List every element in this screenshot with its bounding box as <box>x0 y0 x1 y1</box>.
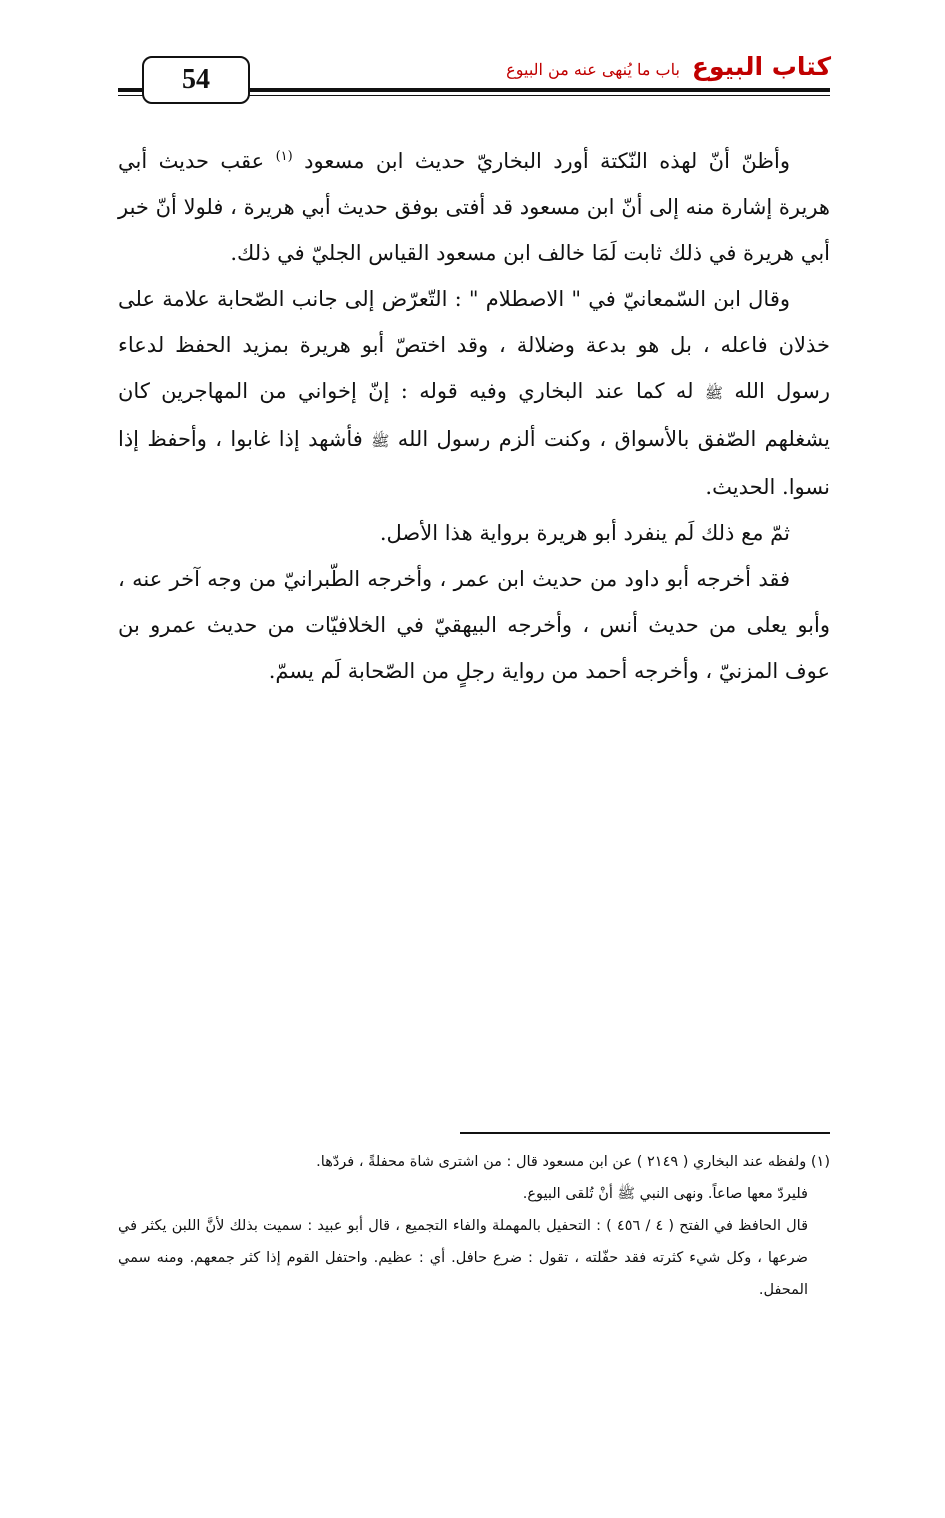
paragraph-2 <box>118 276 830 510</box>
footnote-separator <box>460 1132 830 1134</box>
salutation-glyph-2: ﷺ <box>371 432 390 450</box>
footnotes <box>118 1146 830 1306</box>
footnote-1-line-2 <box>118 1178 830 1210</box>
paragraph-1-text-b: عقب حديث أبي هريرة إشارة منه إلى أنّ ابن مسعود قد أفتى بوفق حديث أبي هريرة ، فلولا أنّ خبر أبي هريرة في ذلك ثابت لَمَا خالف ابن مسعود القياس الجليّ في ذلك. <box>118 149 830 265</box>
paragraph-2-text-c: فأشهد إذا غابوا ، وأحفظ إذا نسوا. الحديث. <box>118 427 830 499</box>
footnote-1-text-a: فليردّ معها صاعاً. ونهى النبي <box>639 1186 808 1202</box>
paragraph-3: ثمّ مع ذلك لَم ينفرد أبو هريرة برواية هذا الأصل. <box>379 521 790 545</box>
footnote-1-line-1: (١) ولفظه عند البخاري ( ٢١٤٩ ) عن ابن مسعود قال : من اشترى شاة محفلةً ، فردّها. <box>316 1154 830 1170</box>
paragraph-1 <box>118 138 830 276</box>
paragraph-2-text-a: وقال ابن السّمعانيّ في " الاصطلام " : التّعرّض إلى جانب الصّحابة علامة على خذلان فاعله ، بل هو بدعة وضلالة ، وقد اختصّ أبو هريرة بمزيد الحفظ لدعاء رسول الله <box>118 287 830 403</box>
page-number: 54 <box>142 56 250 104</box>
footnote-1-text-b: أنْ تُلقى البيوع. <box>522 1186 613 1202</box>
page-header <box>0 0 945 110</box>
running-head <box>506 52 831 81</box>
main-text <box>118 138 830 694</box>
chapter-title: باب ما يُنهى عنه من البيوع <box>506 60 680 79</box>
paragraph-4: فقد أخرجه أبو داود من حديث ابن عمر ، وأخرجه الطّبرانيّ من وجه آخر عنه ، وأبو يعلى من حديث أنس ، وأخرجه البيهقيّ في الخلافيّات من حديث عمرو بن عوف المزنيّ ، وأخرجه أحمد من رواية رجلٍ من الصّحابة لَم يسمّ. <box>118 567 830 683</box>
salutation-glyph-footnote: ﷺ <box>617 1186 636 1202</box>
paragraph-2-text-b: له كما عند البخاري وفيه قوله : إنّ إخواني من المهاجرين كان يشغلهم الصّفق بالأسواق ، وكنت ألزم رسول الله <box>118 379 830 451</box>
footnote-2: قال الحافظ في الفتح ( ٤ / ٤٥٦ ) : التحفيل بالمهملة والفاء التجميع ، قال أبو عبيد : سميت بذلك لأنَّ اللبن يكثر في ضرعها ، وكل شيء كثرته فقد حفّلته ، تقول : ضرع حافل. أي : عظيم. واحتفل القوم إذا كثر جمعهم. ومنه سمي المحفل. <box>118 1218 809 1298</box>
book-title: كتاب البيوع <box>691 52 831 81</box>
salutation-glyph-1: ﷺ <box>704 384 723 402</box>
paragraph-1-text-a: وأظنّ أنّ لهذه النّكتة أورد البخاريّ حديث ابن مسعود <box>304 149 790 173</box>
footnote-reference: (١) <box>275 149 293 164</box>
